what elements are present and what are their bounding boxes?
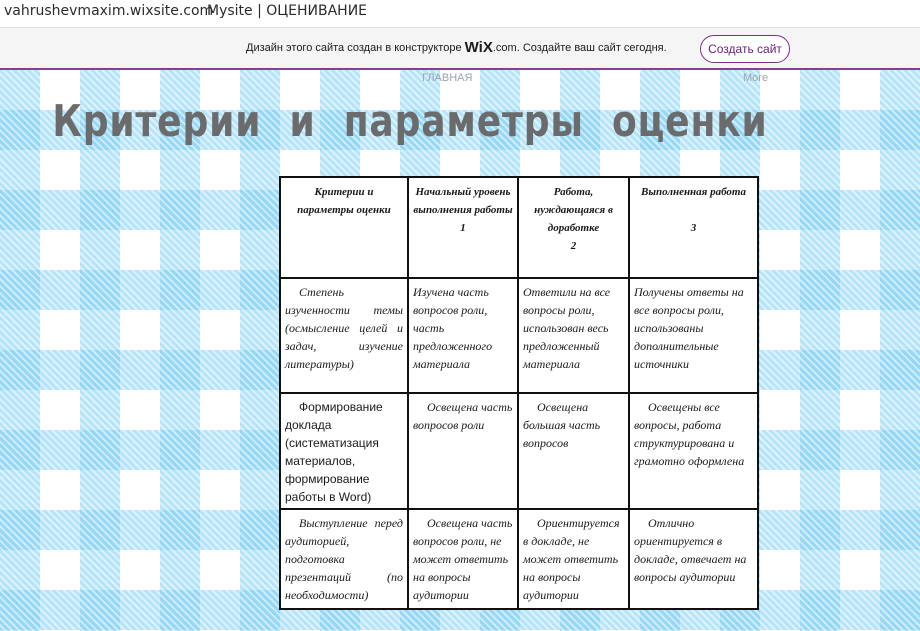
header-level-2-number: 2 <box>570 240 577 252</box>
browser-title-bar <box>0 0 920 24</box>
wix-promo-banner <box>0 27 920 69</box>
row-1-level-3: Получены ответы на все вопросы роли, использованы дополнительные источники <box>629 278 758 393</box>
wix-logo-suffix: .com. <box>492 42 520 54</box>
row-1-criterion: Степень изученности темы (осмысление целей и задач, изучение литературы) <box>280 278 408 393</box>
table-row <box>280 278 758 393</box>
header-level-1 <box>408 177 518 278</box>
header-criteria <box>280 177 408 278</box>
url-text[interactable]: vahrushevmaxim.wixsite.com <box>4 3 214 19</box>
row-3-level-2: Ориентируется в докладе, не может ответить на вопросы аудитории <box>518 509 629 609</box>
row-2-criterion: Формирование доклада (систематизация материалов, формирование работы в Word) <box>280 393 408 509</box>
wix-promo-text-after: Создайте ваш сайт сегодня. <box>522 42 667 54</box>
criteria-table <box>279 176 759 610</box>
page-tab-title: Mysite | ОЦЕНИВАНИЕ <box>207 3 368 19</box>
table-row <box>280 393 758 509</box>
row-3-level-3: Отлично ориентируется в докладе, отвечает на вопросы аудитории <box>629 509 758 609</box>
nav-item-home[interactable]: ГЛАВНАЯ <box>422 72 473 84</box>
row-2-level-3: Освещены все вопросы, работа структурирована и грамотно оформлена <box>629 393 758 509</box>
wix-logo: WiX <box>464 39 493 56</box>
row-3-level-1: Освещена часть вопросов роли, не может ответить на вопросы аудитории <box>408 509 518 609</box>
header-level-1-number: 1 <box>460 222 466 234</box>
wix-promo-text-before: Дизайн этого сайта создан в конструкторе <box>246 42 462 54</box>
row-2-level-1: Освещена часть вопросов роли <box>408 393 518 509</box>
site-page <box>0 70 920 631</box>
page-heading: Критерии и параметры оценки <box>52 96 768 147</box>
header-criteria-text: Критерии и параметры оценки <box>297 186 391 216</box>
header-level-2 <box>518 177 629 278</box>
row-3-criterion: Выступление перед аудиторией, подготовка презентаций (по необходимости) <box>280 509 408 609</box>
table-row <box>280 509 758 609</box>
table-header-row <box>280 177 758 278</box>
header-level-3 <box>629 177 758 278</box>
header-level-3-text: Выполненная работа <box>641 186 746 198</box>
row-1-level-2: Ответили на все вопросы роли, использован весь предложенный материала <box>518 278 629 393</box>
header-level-2-text: Работа, нуждающаяся в доработке <box>534 186 613 234</box>
wix-promo-message <box>246 28 667 68</box>
row-1-level-1: Изучена часть вопросов роли, часть предложенного материала <box>408 278 518 393</box>
create-site-button[interactable]: Создать сайт <box>700 35 790 63</box>
header-level-3-number: 3 <box>690 222 697 234</box>
nav-item-more[interactable]: More <box>743 72 769 84</box>
row-2-level-2: Освещена большая часть вопросов <box>518 393 629 509</box>
header-level-1-text: Начальный уровень выполнения работы <box>413 186 513 216</box>
